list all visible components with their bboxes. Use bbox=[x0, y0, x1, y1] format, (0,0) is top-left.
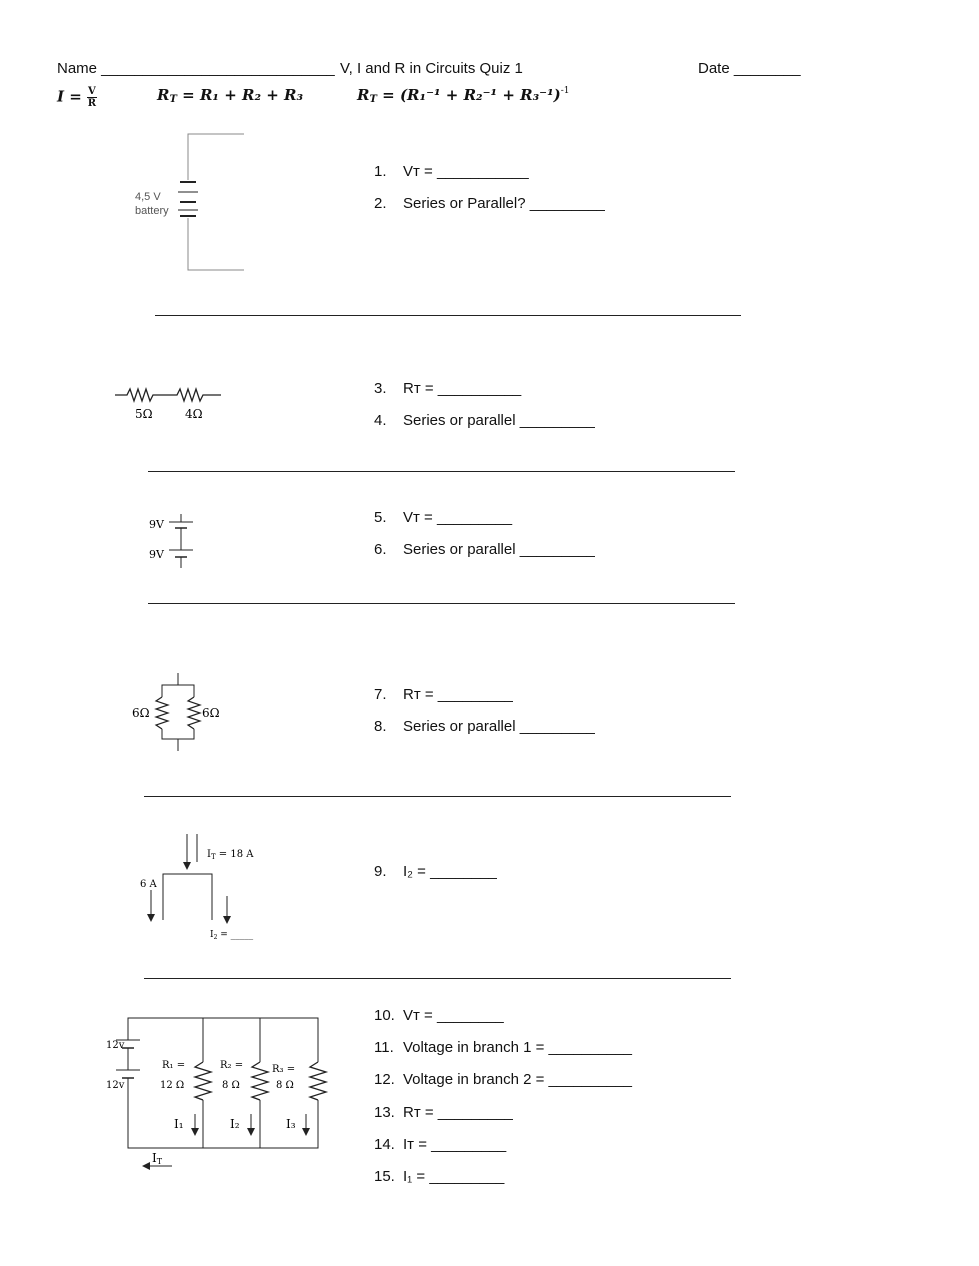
section-divider bbox=[148, 471, 735, 472]
r1-value: 12 Ω bbox=[160, 1080, 185, 1091]
date-field-label: Date ________ bbox=[698, 60, 801, 77]
r2-value: 8 Ω bbox=[222, 1080, 240, 1091]
battery-diagram bbox=[130, 130, 260, 275]
r3-label: R₃ = bbox=[272, 1064, 296, 1075]
parallel-resistors-diagram bbox=[130, 673, 230, 753]
battery-voltage-label: 4,5 V bbox=[135, 191, 161, 203]
current-split-diagram bbox=[135, 832, 270, 944]
question-15: 15. I₁ = _________ bbox=[374, 1168, 505, 1185]
r1-label: R₁ = bbox=[162, 1060, 186, 1071]
unknown-current-symbol: I bbox=[210, 930, 214, 940]
question-2: 2. Series or Parallel? _________ bbox=[374, 195, 605, 212]
name-field-label: Name ____________________________ bbox=[57, 60, 335, 77]
i1-label: I₁ bbox=[174, 1117, 184, 1131]
question-4: 4. Series or parallel _________ bbox=[374, 412, 595, 429]
question-5: 5. Vᴛ = _________ bbox=[374, 509, 513, 526]
resistor-6a-label: 6Ω bbox=[132, 706, 150, 720]
battery-label: battery bbox=[135, 205, 169, 217]
parallel-circuit-diagram bbox=[100, 1010, 330, 1175]
question-13: 13. Rᴛ = _________ bbox=[374, 1104, 513, 1121]
battery-1-label: 9V bbox=[149, 518, 164, 531]
section-divider bbox=[144, 978, 731, 979]
svg-text:IT: IT bbox=[152, 1151, 163, 1166]
question-8: 8. Series or parallel _________ bbox=[374, 718, 595, 735]
question-6: 6. Series or parallel _________ bbox=[374, 541, 595, 558]
battery-2-label: 9V bbox=[149, 548, 164, 561]
question-3: 3. Rᴛ = __________ bbox=[374, 380, 522, 397]
resistor-5-label: 5Ω bbox=[135, 407, 153, 421]
page-title: V, I and R in Circuits Quiz 1 bbox=[340, 60, 523, 77]
section-divider bbox=[155, 315, 741, 316]
svg-text:I2 = _____: $I_2$ = _____ bbox=[210, 930, 254, 941]
r2-label: R₂ = bbox=[220, 1060, 244, 1071]
series-resistors-diagram bbox=[115, 383, 230, 428]
section-divider bbox=[144, 796, 731, 797]
r3-value: 8 Ω bbox=[276, 1080, 294, 1091]
svg-text:IT = 18 A: $I_T = 18$ A bbox=[207, 849, 254, 861]
two-batteries-diagram bbox=[145, 512, 205, 572]
resistor-4-label: 4Ω bbox=[185, 407, 203, 421]
parallel-resistance-formula: $R_T = (R_1^{-1} + R_2^{-1} + R_3^{-1})^{-1}$ bbox=[357, 86, 570, 105]
resistor-6b-label: 6Ω bbox=[202, 706, 220, 720]
question-12: 12. Voltage in branch 2 = __________ bbox=[374, 1071, 632, 1088]
ohms-law-formula: I = $\frac{V}{R}$ bbox=[57, 86, 97, 109]
question-9: 9. I₂ = ________ bbox=[374, 863, 497, 880]
battery-12v-b-label: 12v bbox=[106, 1080, 125, 1091]
question-11: 11. Voltage in branch 1 = __________ bbox=[374, 1039, 632, 1056]
question-10: 10. Vᴛ = ________ bbox=[374, 1007, 504, 1024]
series-resistance-formula: $R_T = R_1 + R_2 + R_3$ bbox=[157, 86, 304, 105]
question-14: 14. Iᴛ = _________ bbox=[374, 1136, 507, 1153]
question-1: 1. Vᴛ = ___________ bbox=[374, 163, 529, 180]
section-divider bbox=[148, 603, 735, 604]
i2-label: I₂ bbox=[230, 1117, 240, 1131]
question-7: 7. Rᴛ = _________ bbox=[374, 686, 513, 703]
branch-current-label: 6 A bbox=[140, 879, 157, 890]
i3-label: I₃ bbox=[286, 1117, 296, 1131]
total-current-symbol: I bbox=[207, 849, 211, 860]
battery-12v-a-label: 12v bbox=[106, 1040, 125, 1051]
total-current-label: I bbox=[152, 1151, 157, 1165]
